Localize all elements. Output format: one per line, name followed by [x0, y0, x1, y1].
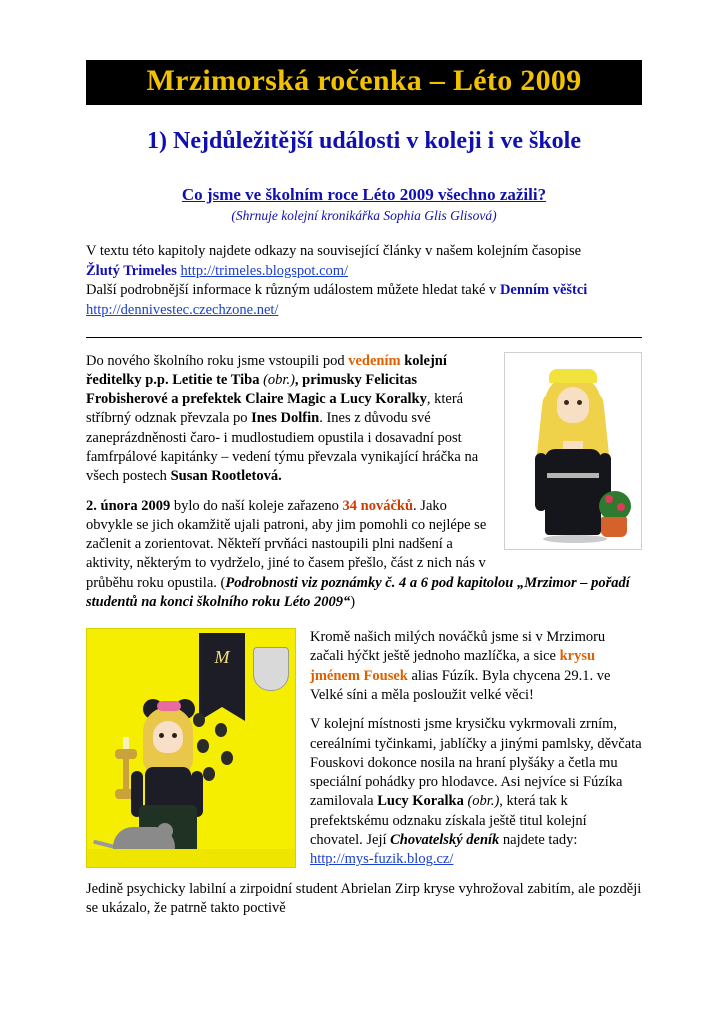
document-title-banner: Mrzimorská ročenka – Léto 2009 — [86, 60, 642, 105]
chapter-heading: 1) Nejdůležitější události v koleji i ve škole — [147, 127, 581, 154]
magazine-link[interactable]: http://trimeles.blogspot.com/ — [180, 262, 349, 279]
section-one — [86, 352, 642, 623]
intro-line-1: V textu této kapitoly najdete odkazy na související články v našem kolejním časopise — [86, 243, 582, 260]
section-subnote: (Shrnuje kolejní kronikářka Sophia Glis Glisová) — [231, 208, 497, 224]
section-subheading: Co jsme ve školním roce Léto 2009 všechno zažili? — [181, 185, 547, 205]
highlight-vedenim: vedením — [348, 352, 401, 369]
paragraph-newcomers: 2. února 2009 bylo do naší koleje zařazeno 34 nováčků. Jako obvykle se jich okamžitě ujali patroni, aby jim pomohli co nejlépe se začlenit a zorientovat. Někteří prvňáci nastoupili plni nadšení a aktivity, některým to vydrželo, jiné to časem přešlo, část z nich nás v průběhu roku opustila. (Podrobnosti viz poznámky č. 4 a 6 pod kapitolou „Mrzimor – pořadí studentů na konci školního roku Léto 2009“) — [86, 497, 630, 610]
intro-paragraph — [86, 242, 642, 320]
intro-line-2: Další podrobnější informace k různým událostem můžete hledat také v — [86, 282, 497, 299]
section-two — [86, 628, 642, 918]
witch-girl-illustration — [504, 352, 642, 550]
paragraph-zirp: Jedině psychicky labilní a zirpoidní student Abrielan Zirp kryse vyhrožoval zabitím, ale později se ukázalo, že patrně takto poctivě — [86, 880, 642, 916]
document-content — [86, 60, 642, 918]
paragraph-rat-intro: Kromě našich milých nováčků jsme si v Mrzimoru začali hýčkt ještě jednoho mazlíčka, a sice krysu jménem Fousek alias Fúzík. Byla chycena 29.1. ve Velké síni a měla posloužit velké věci! — [310, 629, 611, 704]
paragraph-leadership: Do nového školního roku jsme vstoupili pod vedením kolejní ředitelky p.p. Letitie te Tiba (obr.), primusky Felicitas Frobisherové a prefektek Claire Magic a Lucy Koralky, která stříbrný odznak převzala po Ines Dolfin. Ines z důvodu své zaneprázdněnosti čaro- i mudlostudiem opustila i dosavadní post famfrpálové kapitánky – vedení týmu převzala vynikající hráčka na všech postech Susan Rootletová. — [86, 352, 479, 485]
house-banner: M — [199, 633, 245, 707]
diary-link[interactable]: http://mys-fuzik.blog.cz/ — [310, 851, 454, 868]
daily-name: Denním věštci — [499, 282, 588, 299]
highlight-novacku: 34 nováčků — [342, 497, 414, 514]
paragraph-rat-care: V kolejní místnosti jsme krysičku vykrmovali zrním, cereálními tyčinkami, jablíčky a jinými pamlsky, děvčata Fouskovi dokonce nosila na hraní plyšáky a četla mu speciální pohádky pro hlodavce. Asi nejvíce si Fúzíka zamilovala Lucy Koralka (obr.), která tak k prefektskému odznaku získala ještě titul kolejní chovatel. Její Chovatelský deník najdete tady: http://mys-fuzik.blog.cz/ — [310, 716, 642, 868]
highlight-krysu: krysu jménem Fousek — [310, 648, 596, 684]
yellow-common-room-illustration — [86, 628, 296, 868]
daily-link[interactable]: http://dennivestec.czechzone.net/ — [86, 301, 279, 318]
house-crest-icon — [253, 647, 289, 691]
horizontal-divider — [86, 337, 642, 338]
magazine-name: Žlutý Trimeles — [86, 262, 177, 279]
